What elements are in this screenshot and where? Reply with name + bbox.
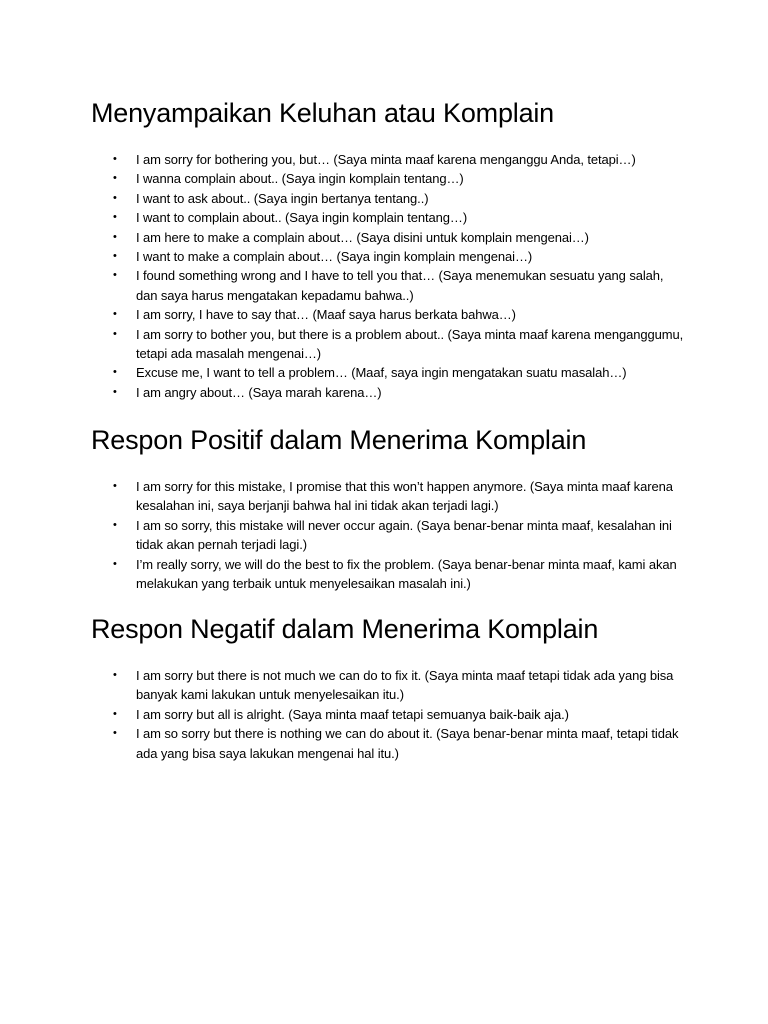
bullet-icon: • bbox=[113, 269, 117, 282]
phrase-list bbox=[91, 477, 691, 593]
list-item bbox=[91, 516, 684, 555]
list-item bbox=[91, 169, 684, 188]
list-item bbox=[91, 363, 684, 382]
list-item-text: I am sorry, I have to say that… (Maaf saya harus berkata bahwa…) bbox=[136, 307, 516, 323]
bullet-icon: • bbox=[113, 211, 117, 224]
bullet-icon: • bbox=[113, 172, 117, 185]
bullet-icon: • bbox=[113, 669, 117, 681]
list-item-text: I am sorry but there is not much we can do to fix it. (Saya minta maaf tetapi tidak ada yang bisa banyak kami lakukan untuk menyelesaikan itu.) bbox=[136, 668, 674, 703]
list-item-text: I found something wrong and I have to tell you that… (Saya menemukan sesuatu yang salah, dan saya harus mengatakan kepadamu bahwa..) bbox=[136, 268, 664, 303]
list-item-text: I wanna complain about.. (Saya ingin komplain tentang…) bbox=[136, 171, 464, 187]
list-item bbox=[91, 189, 684, 208]
section-heading: Respon Negatif dalam Menerima Komplain bbox=[91, 614, 599, 644]
list-item-text: I am so sorry, this mistake will never occur again. (Saya benar-benar minta maaf, kesalahan ini tidak akan pernah terjadi lagi.) bbox=[136, 517, 672, 553]
list-item bbox=[91, 266, 684, 305]
bullet-icon: • bbox=[113, 518, 117, 531]
bullet-icon: • bbox=[113, 327, 117, 340]
list-item-text: I am sorry for this mistake, I promise that this won’t happen anymore. (Saya minta maaf karena kesalahan ini, saya berjanji bahwa hal ini tidak akan terjadi lagi.) bbox=[136, 479, 673, 514]
phrase-list bbox=[91, 150, 691, 402]
bullet-icon: • bbox=[113, 308, 117, 321]
bullet-icon: • bbox=[113, 366, 117, 379]
list-item bbox=[91, 477, 684, 516]
list-item-text: I’m really sorry, we will do the best to fix the problem. (Saya benar-benar minta maaf, kami akan melakukan yang terbaik untuk menyelesaikan masalah ini.) bbox=[136, 556, 677, 592]
list-item bbox=[91, 305, 684, 324]
bullet-icon: • bbox=[113, 557, 117, 570]
section-complaint-phrases bbox=[91, 96, 691, 402]
list-item bbox=[91, 150, 684, 169]
bullet-icon: • bbox=[113, 191, 117, 204]
bullet-icon: • bbox=[113, 230, 117, 243]
list-item-text: Excuse me, I want to tell a problem… (Maaf, saya ingin mengatakan suatu masalah…) bbox=[136, 365, 627, 381]
list-item-text: I am here to make a complain about… (Saya disini untuk komplain mengenai…) bbox=[136, 229, 589, 245]
section-positive-responses bbox=[91, 423, 691, 593]
list-item-text: I am angry about… (Saya marah karena…) bbox=[136, 384, 382, 400]
list-item-text: I want to make a complain about… (Saya ingin komplain mengenai…) bbox=[136, 249, 533, 265]
list-item-text: I am sorry but all is alright. (Saya minta maaf tetapi semuanya baik-baik aja.) bbox=[136, 706, 569, 722]
list-item bbox=[91, 383, 684, 402]
bullet-icon: • bbox=[113, 385, 117, 398]
list-item-text: I want to complain about.. (Saya ingin komplain tentang…) bbox=[136, 210, 468, 226]
bullet-icon: • bbox=[113, 153, 117, 165]
section-heading: Respon Positif dalam Menerima Komplain bbox=[91, 425, 587, 455]
list-item-text: I am so sorry but there is nothing we can do about it. (Saya benar-benar minta maaf, tetapi tidak ada yang bisa saya lakukan mengenai hal itu.) bbox=[136, 726, 679, 761]
bullet-icon: • bbox=[113, 727, 117, 740]
list-item bbox=[91, 555, 684, 594]
bullet-icon: • bbox=[113, 707, 117, 720]
list-item bbox=[91, 228, 684, 247]
phrase-list bbox=[91, 666, 691, 763]
list-item bbox=[91, 724, 684, 763]
list-item-text: I am sorry for bothering you, but… (Saya minta maaf karena menganggu Anda, tetapi…) bbox=[136, 152, 636, 167]
list-item bbox=[91, 705, 684, 724]
bullet-icon: • bbox=[113, 250, 117, 263]
section-negative-responses bbox=[91, 612, 691, 763]
list-item-text: I want to ask about.. (Saya ingin bertanya tentang..) bbox=[136, 190, 429, 206]
list-item bbox=[91, 325, 684, 364]
bullet-icon: • bbox=[113, 480, 117, 492]
list-item bbox=[91, 247, 684, 266]
list-item bbox=[91, 666, 684, 705]
list-item-text: I am sorry to bother you, but there is a problem about.. (Saya minta maaf karena menganggumu, tetapi ada masalah mengenai…) bbox=[136, 326, 684, 362]
section-heading: Menyampaikan Keluhan atau Komplain bbox=[91, 98, 554, 128]
list-item bbox=[91, 208, 684, 227]
